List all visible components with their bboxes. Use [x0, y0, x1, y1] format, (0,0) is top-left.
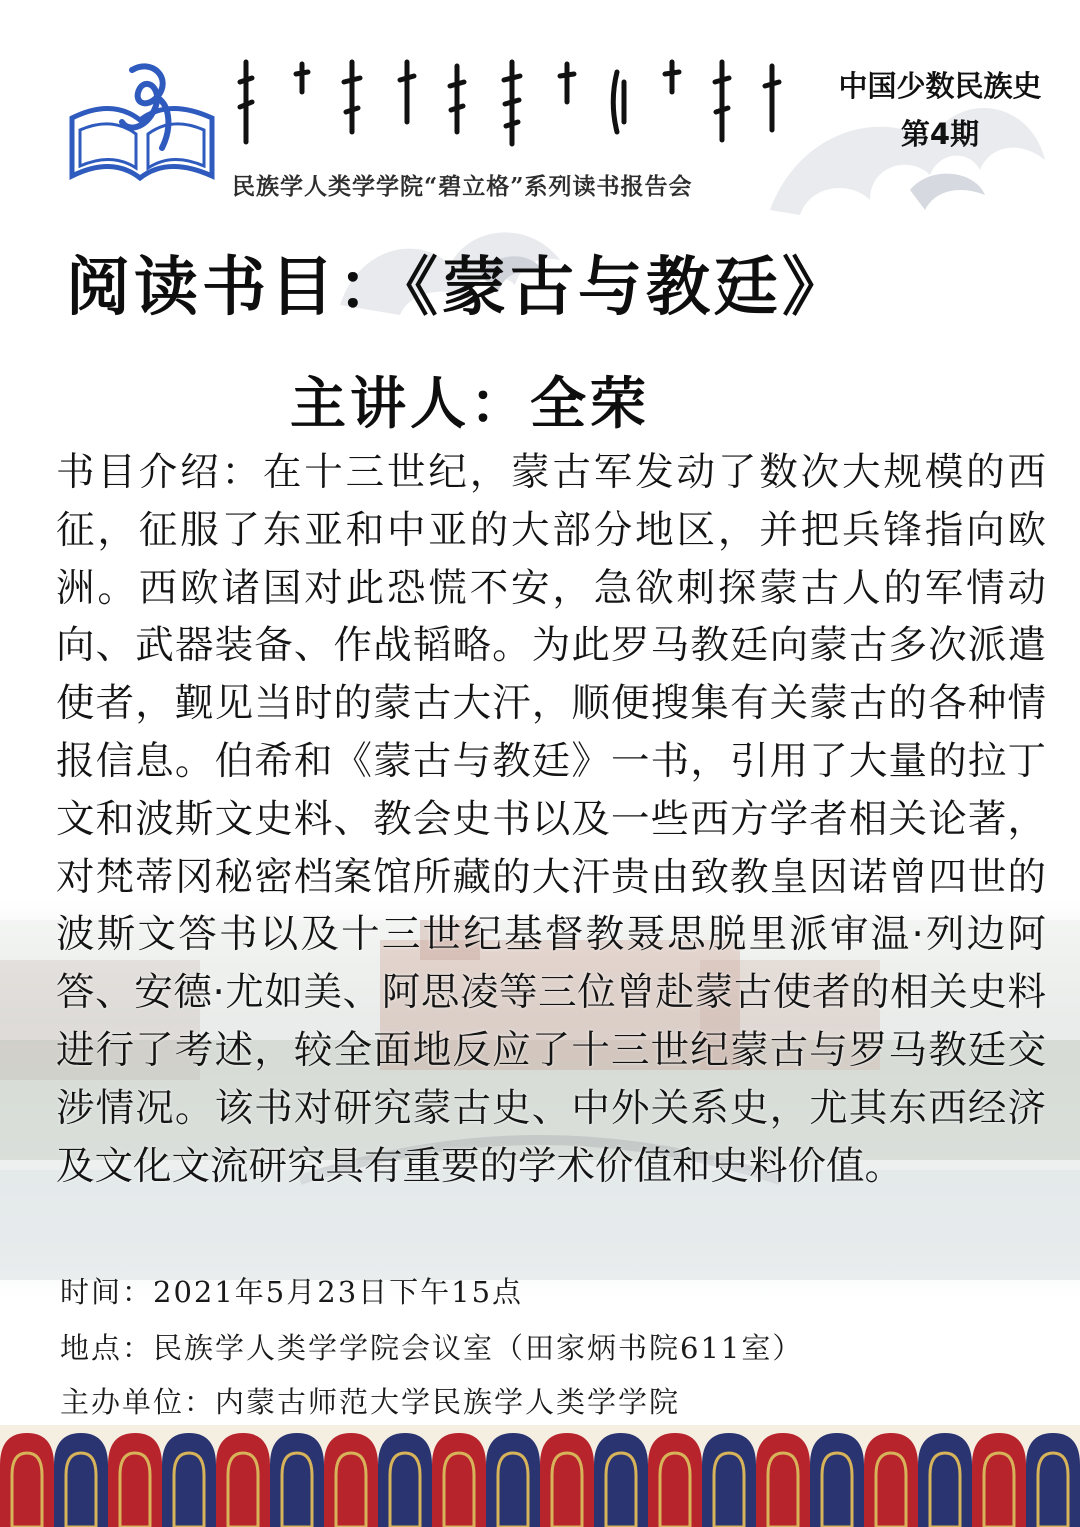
issue-number: 第4期 [900, 117, 980, 151]
border-scallop [432, 1433, 486, 1527]
border-scallop [918, 1433, 972, 1527]
series-name: 中国少数民族史 [838, 69, 1042, 103]
border-scallop [1026, 1433, 1080, 1527]
border-scallop [378, 1433, 432, 1527]
border-scallop [0, 1433, 54, 1527]
mongolian-script-ornament [232, 52, 792, 152]
border-scallop [540, 1433, 594, 1527]
event-organizer: 主办单位：内蒙古师范大学民族学人类学学院 [60, 1385, 681, 1419]
ornamental-border [0, 1425, 1080, 1527]
border-scallop [756, 1433, 810, 1527]
border-scallop [486, 1433, 540, 1527]
event-time: 时间：2021年5月23日下午15点 [60, 1275, 524, 1309]
border-scallop [594, 1433, 648, 1527]
border-scallop [54, 1433, 108, 1527]
border-scallop [864, 1433, 918, 1527]
event-subtitle: 民族学人类学学院“碧立格”系列读书报告会 [232, 173, 693, 200]
border-scallop [972, 1433, 1026, 1527]
border-scallop [270, 1433, 324, 1527]
border-scallop [810, 1433, 864, 1527]
border-scallop [216, 1433, 270, 1527]
border-scallop [648, 1433, 702, 1527]
speaker-line: 主讲人：全荣 [290, 371, 650, 437]
event-location: 地点：民族学人类学学院会议室（田家炳书院611室） [60, 1331, 804, 1365]
series-badge [820, 62, 1060, 158]
institute-logo [62, 58, 222, 188]
border-scallop [108, 1433, 162, 1527]
border-scallop [702, 1433, 756, 1527]
border-scallop [324, 1433, 378, 1527]
book-introduction: 书目介绍：在十三世纪，蒙古军发动了数次大规模的西征，征服了东亚和中亚的大部分地区，并把兵锋指向欧洲。西欧诸国对此恐慌不安，急欲刺探蒙古人的军情动向、武器装备、作战韬略。为此罗马教廷向蒙古多次派遣使者，觐见当时的蒙古大汗，顺便搜集有关蒙古的各种情报信息。伯希和《蒙古与教廷》一书，引用了大量的拉丁文和波斯文史料、教会史书以及一些西方学者相关论著，对梵蒂冈秘密档案馆所藏的大汗贵由致教皇因诺曾四世的波斯文答书以及十三世纪基督教聂思脱里派审温·列边阿答、安德·尤如美、阿思凌等三位曾赴蒙古使者的相关史料进行了考述，较全面地反应了十三世纪蒙古与罗马教廷交涉情况。该书对研究蒙古史、中外关系史，尤其东西经济及文化文流研究具有重要的学术价值和史料价值。 [56, 450, 1046, 1189]
book-title: 阅读书目：《蒙古与教廷》 [66, 250, 850, 325]
border-scallop [162, 1433, 216, 1527]
